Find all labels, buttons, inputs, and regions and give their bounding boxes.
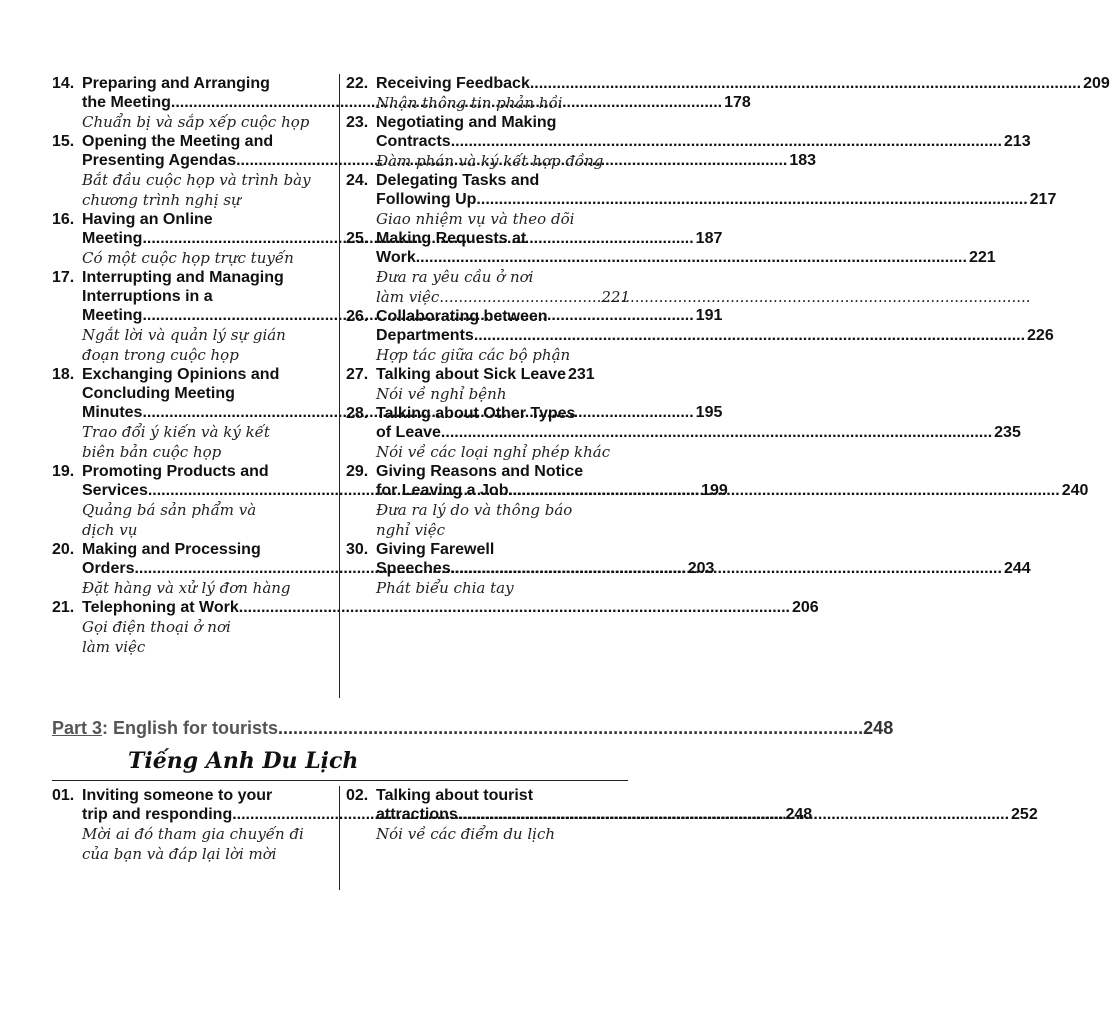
entry-page-number: 191 (695, 307, 723, 324)
entry-page-number: 209 (1083, 75, 1110, 92)
entry-title-text: Interruptions in a (82, 288, 213, 305)
entry-vietnamese-title (346, 93, 630, 113)
entry-vietnamese-title (52, 422, 336, 462)
entry-title-line (376, 462, 1088, 481)
entry-title-text: Talking about Sick Leave (376, 366, 566, 383)
entry-title-text: attractions (376, 806, 458, 823)
entry-title-text: Delegating Tasks and (376, 172, 540, 189)
entry-vietnamese-title (346, 267, 630, 307)
entry-page-number: 221 (601, 288, 630, 306)
entry-title-text: of Leave (376, 424, 441, 441)
entry-title-line (376, 326, 1054, 345)
entry-title-text: Giving Reasons and Notice (376, 463, 584, 480)
entry-number: 30. (346, 541, 369, 558)
entry-number: 16. (52, 211, 75, 228)
entry-page-number: 217 (1029, 191, 1057, 208)
entry-number: 14. (52, 75, 75, 92)
entry-title-text: Giving Farewell (376, 541, 495, 558)
column-divider-part3 (339, 786, 340, 890)
entry-title-text: Services (82, 482, 148, 499)
entry-title-text: Speeches (376, 560, 451, 577)
leader-dots (530, 74, 1081, 93)
entry-page-number: 231 (567, 366, 595, 383)
entry-title-text: Talking about Other Types (376, 405, 576, 422)
entry-page-number: 203 (687, 560, 715, 577)
entry-vietnamese-line: biên bản cuộc họp (82, 443, 222, 461)
entry-title-line (376, 113, 1031, 132)
entry-title-text: Telephoning at Work (82, 599, 239, 616)
entry-title-line (376, 786, 1038, 805)
entry-title-text: Making Requests at (376, 230, 527, 247)
entry-title-text: Having an Online (82, 211, 213, 228)
entry-vietnamese-title (52, 617, 336, 657)
entry-number: 18. (52, 366, 75, 383)
entry-page-number: 244 (1003, 560, 1031, 577)
leader-dots (239, 598, 790, 617)
entry-title-line (376, 171, 1056, 190)
entry-page-number: 187 (695, 230, 723, 247)
entry-title-lines (376, 404, 1021, 442)
leader-dots (458, 805, 1009, 824)
entry-vietnamese-line: Đàm phán và ký kết hợp đồng (376, 152, 604, 170)
entry-title-lines (376, 171, 1056, 209)
entry-vietnamese-line: Phát biểu chia tay (376, 579, 514, 597)
entry-vietnamese-line: dịch vụ (82, 521, 138, 539)
entry-number: 23. (346, 114, 369, 131)
entry-title-text: Presenting Agendas (82, 152, 237, 169)
entry-title-text: the Meeting (82, 94, 171, 111)
entry-number: 25. (346, 230, 369, 247)
entry-title-line (376, 190, 1056, 209)
entry-english-title (346, 171, 1057, 209)
entry-title-line (376, 74, 1110, 93)
entry-title-line (376, 229, 996, 248)
entry-english-title (346, 365, 630, 384)
entry-page-number: 240 (1061, 482, 1089, 499)
entry-title-text: Work (376, 249, 416, 266)
entry-page-number: 195 (695, 404, 723, 421)
leader-dots (474, 326, 1025, 345)
entry-title-lines (376, 307, 1054, 345)
entry-title-text: Meeting (82, 307, 143, 324)
entry-page-number: 183 (789, 152, 817, 169)
entry-title-line (376, 404, 1021, 423)
entry-page-number: 199 (701, 482, 728, 499)
entry-vietnamese-title (346, 151, 630, 171)
entry-title-text: trip and responding (82, 806, 233, 823)
entry-title-text: Preparing and Arranging (82, 75, 270, 92)
entry-vietnamese-line: nghỉ việc (376, 521, 446, 539)
entry-title-text: Minutes (82, 404, 143, 421)
entry-vietnamese-title (346, 442, 630, 462)
entry-title-text: Inviting someone to your (82, 787, 273, 804)
entry-number: 24. (346, 172, 369, 189)
toc-entry[interactable] (346, 365, 630, 404)
entry-english-title (346, 113, 1031, 151)
entry-vietnamese-line: Nhận thông tin phản hồi (376, 94, 563, 112)
entry-vietnamese-title (346, 345, 630, 365)
entry-number: 17. (52, 269, 75, 286)
leader-dots (278, 718, 863, 739)
entry-number: 02. (346, 787, 369, 804)
entry-vietnamese-line: Giao nhiệm vụ và theo dõi (376, 210, 575, 228)
entry-title-text: Talking about tourist (376, 787, 534, 804)
entry-title-line (376, 307, 1054, 326)
leader-dots (451, 559, 1002, 578)
entry-title-line (376, 805, 1038, 824)
entry-vietnamese-title (346, 500, 630, 540)
entry-number: 15. (52, 133, 75, 150)
entry-number: 20. (52, 541, 75, 558)
entry-title-lines (82, 598, 819, 617)
part3-separator (52, 780, 628, 781)
entry-vietnamese-line: Nói về các điểm du lịch (376, 825, 556, 843)
entry-title-text: Following Up (376, 191, 477, 208)
entry-vietnamese-title (52, 578, 336, 598)
entry-vietnamese-line: Nói về nghỉ bệnh (376, 385, 507, 403)
entry-page-number: 226 (1027, 327, 1054, 344)
entry-vietnamese-title (52, 170, 336, 210)
entry-vietnamese-line: Hợp tác giữa các bộ phận (376, 346, 571, 364)
entry-title-line (376, 132, 1031, 151)
leader-dots (476, 190, 1027, 209)
part3-vietnamese-title: Tiếng Anh Du Lịch (128, 748, 359, 774)
entry-vietnamese-title (346, 824, 630, 844)
entry-title-line (376, 248, 996, 267)
entry-vietnamese-line: của bạn và đáp lại lời mời (82, 845, 277, 863)
entry-title-text: Departments (376, 327, 474, 344)
part3-heading[interactable] (52, 718, 894, 739)
leader-dots (441, 423, 992, 442)
entry-vietnamese-title (346, 578, 630, 598)
entry-number: 29. (346, 463, 369, 480)
entry-title-text: Promoting Products and (82, 463, 269, 480)
entry-number: 01. (52, 787, 75, 804)
entry-title-text: Orders (82, 560, 135, 577)
entry-title-line (376, 481, 1088, 500)
entry-vietnamese-title (52, 325, 336, 365)
entry-title-text: Receiving Feedback (376, 75, 530, 92)
entry-vietnamese-line: Bắt đầu cuộc họp và trình bày (82, 171, 311, 189)
entry-page-number: 235 (994, 424, 1021, 441)
entry-title-line (376, 559, 1031, 578)
entry-title-lines (376, 786, 1038, 824)
entry-vietnamese-line (376, 287, 630, 307)
entry-title-text: Making and Processing (82, 541, 261, 558)
column-divider (339, 74, 340, 698)
entry-english-title (346, 74, 1110, 93)
entry-title-text: Opening the Meeting and (82, 133, 274, 150)
entry-vietnamese-line: Đưa ra yêu cầu ở nơi (376, 268, 534, 286)
entry-vietnamese-title (346, 384, 630, 404)
leader-dots (416, 248, 967, 267)
entry-title-lines (376, 74, 1110, 93)
part3-title: : English for tourists (102, 718, 279, 738)
entry-vietnamese-line: Nói về các loại nghỉ phép khác (376, 443, 611, 461)
entry-title-text: Collaborating between (376, 308, 548, 325)
entry-vietnamese-line: Đặt hàng và xử lý đơn hàng (82, 579, 291, 597)
entry-title-line (82, 598, 819, 617)
entry-page-number: 252 (1011, 806, 1038, 823)
entry-english-title (52, 598, 819, 617)
entry-number: 21. (52, 599, 75, 616)
part3-label: Part 3 (52, 718, 103, 738)
entry-vietnamese-title (52, 112, 336, 132)
entry-vietnamese-line: Quảng bá sản phẩm và (82, 501, 257, 519)
entry-title-line (376, 423, 1021, 442)
toc-entry[interactable] (52, 598, 819, 657)
entry-vietnamese-line: Đưa ra lý do và thông báo (376, 501, 573, 519)
entry-title-text: Interrupting and Managing (82, 269, 284, 286)
entry-vietnamese-line: Có một cuộc họp trực tuyến (82, 249, 294, 267)
entry-vietnamese-title (52, 500, 336, 540)
entry-vietnamese-line: chương trình nghị sự (82, 191, 241, 209)
entry-title-text: Contracts (376, 133, 451, 150)
entry-vietnamese-line: Mời ai đó tham gia chuyến đi (82, 825, 304, 843)
entry-title-lines (376, 365, 630, 384)
entry-title-text: for Leaving a Job (376, 482, 509, 499)
part3-page-number: 248 (863, 718, 894, 738)
entry-vietnamese-line: Gọi điện thoại ở nơi (82, 618, 231, 636)
entry-title-text: Meeting (82, 230, 143, 247)
entry-vietnamese-line: Chuẩn bị và sắp xếp cuộc họp (82, 113, 310, 131)
entry-vietnamese-title (52, 248, 336, 268)
entry-title-lines (376, 229, 996, 267)
entry-page-number: 221 (968, 249, 996, 266)
entry-vietnamese-line: Ngắt lời và quản lý sự gián (82, 326, 286, 344)
entry-number: 27. (346, 366, 369, 383)
entry-title-line (376, 540, 1031, 559)
entry-page-number: 178 (724, 94, 751, 111)
leader-dots (508, 481, 1059, 500)
entry-vietnamese-line: đoạn trong cuộc họp (82, 346, 239, 364)
entry-title-line (376, 365, 630, 384)
entry-page-number: 213 (1003, 133, 1031, 150)
entry-title-lines (376, 113, 1031, 151)
entry-title-text: Negotiating and Making (376, 114, 557, 131)
entry-page-number: 206 (791, 599, 819, 616)
entry-title-text: Exchanging Opinions and (82, 366, 280, 383)
entry-vietnamese-line: làm việc (82, 638, 146, 656)
entry-vietnamese-text: làm việc (376, 288, 440, 306)
entry-number: 26. (346, 308, 369, 325)
entry-vietnamese-line: Trao đổi ý kiến và ký kết (82, 423, 270, 441)
entry-number: 22. (346, 75, 369, 92)
entry-title-text: Concluding Meeting (82, 385, 235, 402)
entry-page-number: 248 (785, 806, 813, 823)
entry-vietnamese-title (346, 209, 630, 229)
toc-entry[interactable] (346, 171, 1057, 229)
entry-number: 19. (52, 463, 75, 480)
leader-dots (451, 132, 1002, 151)
entry-vietnamese-title (52, 824, 336, 864)
entry-number: 28. (346, 405, 369, 422)
entry-title-lines (376, 462, 1088, 500)
entry-title-lines (376, 540, 1031, 578)
leader-dots (439, 287, 601, 307)
